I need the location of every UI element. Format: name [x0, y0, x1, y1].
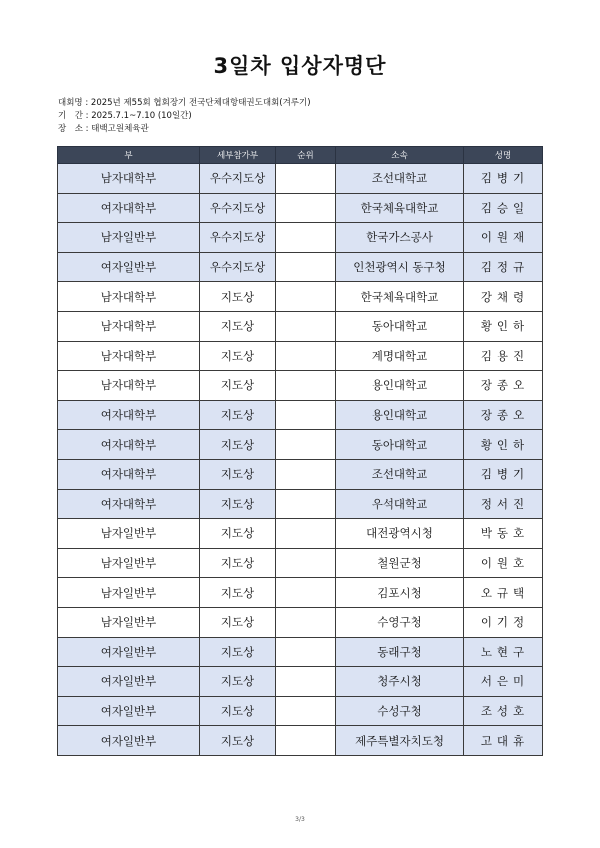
cell-rank: [276, 311, 336, 341]
cell-rank: [276, 519, 336, 549]
cell-affiliation: 수성구청: [336, 696, 464, 726]
cell-name: 오규택: [464, 578, 543, 608]
cell-division: 여자일반부: [58, 696, 200, 726]
cell-rank: [276, 696, 336, 726]
cell-division: 남자일반부: [58, 519, 200, 549]
cell-category: 지도상: [200, 578, 276, 608]
cell-name: 김병기: [464, 459, 543, 489]
cell-rank: [276, 193, 336, 223]
cell-rank: [276, 726, 336, 756]
cell-name: 박동호: [464, 519, 543, 549]
table-row: [58, 726, 543, 756]
cell-division: 남자일반부: [58, 223, 200, 253]
cell-category: 지도상: [200, 430, 276, 460]
table-row: [58, 548, 543, 578]
cell-category: 지도상: [200, 489, 276, 519]
cell-affiliation: 대전광역시청: [336, 519, 464, 549]
cell-name: 황인하: [464, 430, 543, 460]
table-row: [58, 371, 543, 401]
cell-affiliation: 제주특별자치도청: [336, 726, 464, 756]
cell-affiliation: 철원군청: [336, 548, 464, 578]
cell-division: 남자일반부: [58, 548, 200, 578]
cell-rank: [276, 578, 336, 608]
cell-affiliation: 청주시청: [336, 667, 464, 697]
winners-table: [57, 146, 543, 756]
cell-division: 남자대학부: [58, 282, 200, 312]
cell-affiliation: 한국체육대학교: [336, 193, 464, 223]
table-row: [58, 252, 543, 282]
cell-affiliation: 계명대학교: [336, 341, 464, 371]
table-row: [58, 430, 543, 460]
cell-division: 남자대학부: [58, 164, 200, 194]
table-row: [58, 519, 543, 549]
cell-category: 지도상: [200, 726, 276, 756]
cell-affiliation: 용인대학교: [336, 400, 464, 430]
cell-division: 여자일반부: [58, 726, 200, 756]
cell-category: 지도상: [200, 548, 276, 578]
cell-division: 여자일반부: [58, 667, 200, 697]
cell-category: 우수지도상: [200, 223, 276, 253]
cell-division: 남자일반부: [58, 578, 200, 608]
cell-division: 여자대학부: [58, 400, 200, 430]
table-row: [58, 164, 543, 194]
table-row: [58, 193, 543, 223]
event-name-row: 대회명 : 2025년 제55회 협회장기 전국단체대항태권도대회(겨루기): [58, 98, 311, 108]
cell-rank: [276, 252, 336, 282]
table-row: [58, 637, 543, 667]
table-body: [58, 164, 543, 756]
cell-affiliation: 동아대학교: [336, 311, 464, 341]
cell-name: 황인하: [464, 311, 543, 341]
cell-name: 김승일: [464, 193, 543, 223]
cell-name: 이원호: [464, 548, 543, 578]
cell-division: 여자대학부: [58, 489, 200, 519]
cell-name: 김병기: [464, 164, 543, 194]
period-row: 기 간 : 2025.7.1~7.10 (10일간): [58, 111, 192, 121]
cell-affiliation: 한국가스공사: [336, 223, 464, 253]
cell-category: 지도상: [200, 459, 276, 489]
cell-category: 지도상: [200, 400, 276, 430]
cell-rank: [276, 667, 336, 697]
header-division: 부: [58, 147, 200, 164]
cell-rank: [276, 400, 336, 430]
cell-affiliation: 인천광역시 동구청: [336, 252, 464, 282]
cell-name: 김용진: [464, 341, 543, 371]
table-header-row: [58, 147, 543, 164]
cell-affiliation: 김포시청: [336, 578, 464, 608]
event-info: [58, 97, 311, 136]
cell-affiliation: 동아대학교: [336, 430, 464, 460]
venue-label: 장 소: [58, 124, 83, 134]
cell-name: 서은미: [464, 667, 543, 697]
cell-affiliation: 한국체육대학교: [336, 282, 464, 312]
cell-category: 지도상: [200, 607, 276, 637]
cell-name: 장종오: [464, 400, 543, 430]
table-row: [58, 696, 543, 726]
cell-category: 우수지도상: [200, 193, 276, 223]
cell-category: 지도상: [200, 696, 276, 726]
cell-affiliation: 우석대학교: [336, 489, 464, 519]
table-row: [58, 400, 543, 430]
cell-name: 노현구: [464, 637, 543, 667]
cell-affiliation: 수영구청: [336, 607, 464, 637]
cell-division: 여자대학부: [58, 193, 200, 223]
cell-rank: [276, 282, 336, 312]
cell-division: 남자대학부: [58, 371, 200, 401]
cell-category: 지도상: [200, 519, 276, 549]
table-row: [58, 667, 543, 697]
cell-division: 여자일반부: [58, 637, 200, 667]
table-row: [58, 459, 543, 489]
cell-category: 우수지도상: [200, 252, 276, 282]
cell-rank: [276, 459, 336, 489]
cell-division: 남자일반부: [58, 607, 200, 637]
cell-division: 여자일반부: [58, 252, 200, 282]
venue-value: 태백고원체육관: [91, 124, 149, 134]
cell-rank: [276, 430, 336, 460]
cell-affiliation: 용인대학교: [336, 371, 464, 401]
page-title: 3일차 입상자명단: [213, 54, 387, 78]
cell-category: 지도상: [200, 667, 276, 697]
cell-rank: [276, 341, 336, 371]
cell-category: 지도상: [200, 311, 276, 341]
cell-category: 지도상: [200, 371, 276, 401]
table-row: [58, 223, 543, 253]
event-label: 대회명: [58, 98, 83, 108]
cell-name: 이기정: [464, 607, 543, 637]
cell-category: 우수지도상: [200, 164, 276, 194]
cell-rank: [276, 164, 336, 194]
header-name: 성명: [464, 147, 543, 164]
cell-name: 장종오: [464, 371, 543, 401]
cell-division: 남자대학부: [58, 311, 200, 341]
cell-rank: [276, 371, 336, 401]
cell-name: 이원재: [464, 223, 543, 253]
period-label: 기 간: [58, 111, 83, 121]
table-row: [58, 489, 543, 519]
cell-affiliation: 조선대학교: [336, 164, 464, 194]
cell-division: 여자대학부: [58, 430, 200, 460]
event-value: 2025년 제55회 협회장기 전국단체대항태권도대회(겨루기): [90, 98, 311, 108]
period-value: 2025.7.1~7.10 (10일간): [91, 111, 192, 121]
table-row: [58, 311, 543, 341]
header-rank: 순위: [276, 147, 336, 164]
cell-rank: [276, 223, 336, 253]
cell-rank: [276, 607, 336, 637]
table-row: [58, 282, 543, 312]
cell-division: 남자대학부: [58, 341, 200, 371]
cell-name: 정서진: [464, 489, 543, 519]
cell-name: 조성호: [464, 696, 543, 726]
cell-category: 지도상: [200, 282, 276, 312]
cell-category: 지도상: [200, 341, 276, 371]
table-row: [58, 341, 543, 371]
table-row: [58, 607, 543, 637]
table-row: [58, 578, 543, 608]
cell-affiliation: 동래구청: [336, 637, 464, 667]
header-category: 세부참가부: [200, 147, 276, 164]
header-affiliation: 소속: [336, 147, 464, 164]
cell-affiliation: 조선대학교: [336, 459, 464, 489]
venue-row: 장 소 : 태백고원체육관: [58, 124, 149, 134]
cell-rank: [276, 489, 336, 519]
cell-division: 여자대학부: [58, 459, 200, 489]
page-number: 3/3: [295, 816, 305, 823]
cell-rank: [276, 548, 336, 578]
cell-category: 지도상: [200, 637, 276, 667]
cell-name: 강채령: [464, 282, 543, 312]
cell-name: 고대휴: [464, 726, 543, 756]
cell-name: 김정규: [464, 252, 543, 282]
cell-rank: [276, 637, 336, 667]
